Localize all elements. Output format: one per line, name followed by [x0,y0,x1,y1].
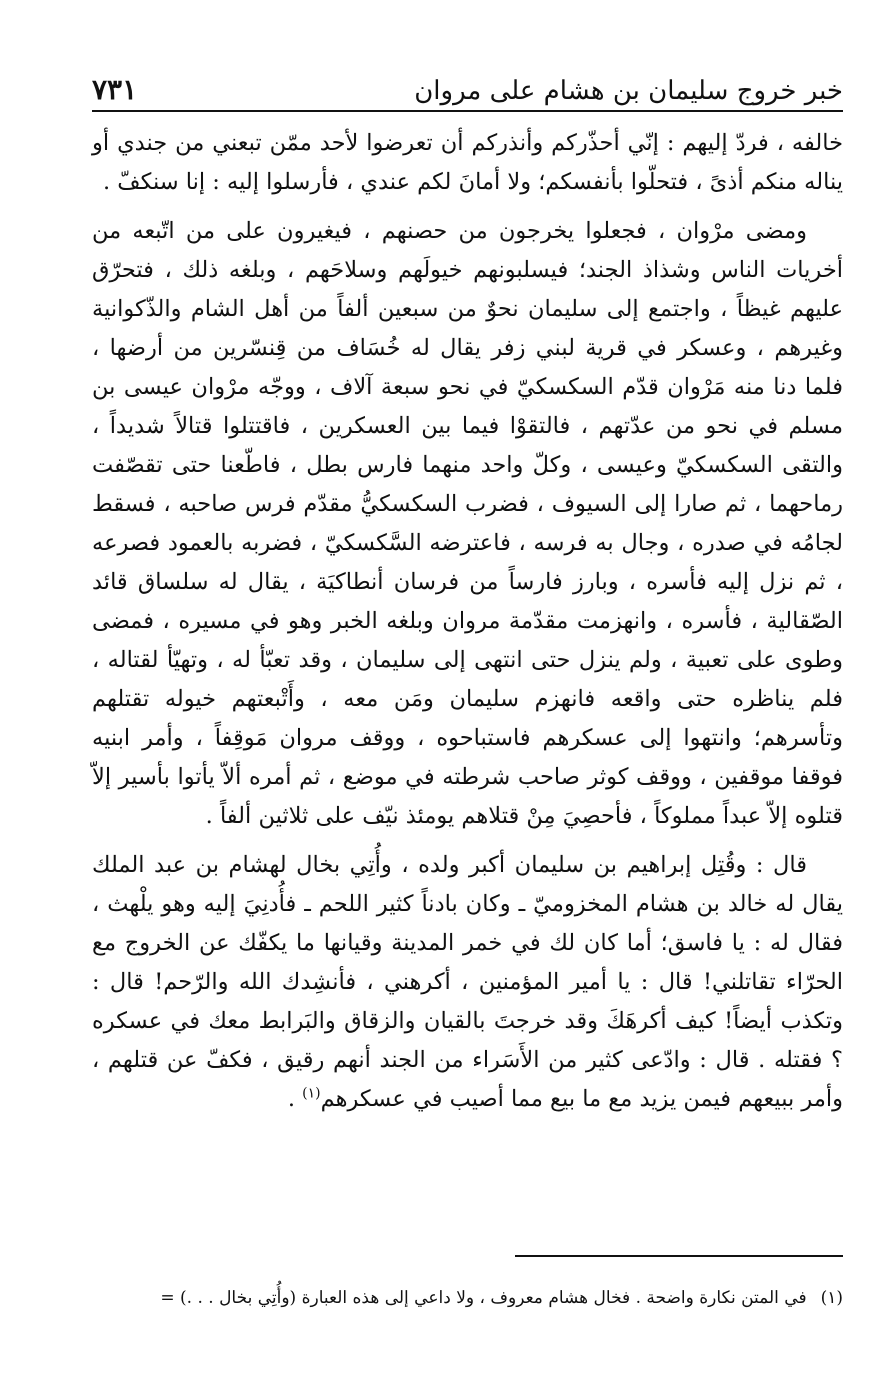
footnote-reference: (١) [302,1085,321,1102]
page-header [92,60,843,112]
footnote [80,1284,843,1312]
main-text [92,124,843,1119]
page-number: ٧٣١ [92,73,138,107]
paragraph-3-end: . [287,1086,303,1112]
paragraph-1: خالفه ، فردّ إليهم : إنّي أحذّركم وأنذركم أن تعرضوا لأحد ممّن تبعني من جندي أو يناله منكم أذىً ، فتحلّوا بأنفسكم؛ ولا أمانَ لكم عندي ، فأرسلوا إليه : إنا سنكفّ . [92,130,843,195]
paragraph-3-text: قال : وقُتِل إبراهيم بن سليمان أكبر ولده ، وأُتِي بخال لهشام بن عبد الملك يقال له خالد بن هشام المخزوميّ ـ وكان بادناً كثير اللحم ـ فأُدنِيَ إليه وهو يلْهث ، فقال له : يا فاسق؛ أما كان لك في خمر المدينة وقيانها ما يكفّك عن الخروج مع الحرّاء تقاتلني! قال : يا أمير المؤمنين ، أكرهني ، فأنشِدك الله والرّحم! قال : وتكذب أيضاً! كيف أكرهَكَ وقد خرجتَ بالقيان والزقاق والبَرابط معك في عسكره ؟ فقتله . قال : وادّعى كثير من الأَسَراء من الجند أنهم رقيق ، فكفّ عن قتلهم ، وأمر ببيعهم فيمن يزيد مع ما بيع مما أصيب في عسكرهم [92,852,843,1112]
footnote-divider [515,1255,843,1257]
paragraph-2: ومضى مرْوان ، فجعلوا يخرجون من حصنهم ، فيغيرون على من اتّبعه من أخريات الناس وشذاذ الجند؛ فيسلبونهم خيولَهم وسلاحَهم ، وبلغه ذلك ، فتحرّق عليهم غيظاً ، واجتمع إلى سليمان نحوٌ من سبعين ألفاً من أهل الشام والذّكوانية وغيرهم ، وعسكر في قرية لبني زفر يقال له خُسَاف من قِنسّرين من أرضها ، فلما دنا منه مَرْوان قدّم السكسكيّ في نحو سبعة آلاف ، ووجّه مرْوان عيسى بن مسلم في نحو من عدّتهم ، فالتقوْا فيما بين العسكرين ، فاقتتلوا قتالاً شديداً ، والتقى السكسكيّ وعيسى ، وكلّ واحد منهما فارس بطل ، فاطّعنا حتى تقصّفت رماحهما ، ثم صارا إلى السيوف ، فضرب السكسكيُّ مقدّم فرس صاحبه ، فسقط لجامُه في صدره ، وجال به فرسه ، فاعترضه السَّكسكيّ ، فضربه بالعمود فصرعه ، ثم نزل إليه فأسره ، وبارز فارساً من فرسان أنطاكيَة ، يقال له سلساق قائد الصّقالية ، فأسره ، وانهزمت مقدّمة مروان وبلغه الخبر وهو في مسيره ، فمضى وطوى على تعبية ، ولم ينزل حتى انتهى إلى سليمان ، وقد تعبّأ له ، وتهيّأ لقتاله ، فلم يناظره حتى واقعه فانهزم سليمان ومَن معه ، وأَتْبعتهم خيوله تقتلهم وتأسرهم؛ وانتهوا إلى عسكرهم فاستباحوه ، ووقف مروان مَوقِفاً ، وأمر ابنيه فوقفا موقفين ، ووقف كوثر صاحب شرطته في موضع ، ثم أمره ألاّ يأتوا بأسير إلاّ قتلوه إلاّ عبداً مملوكاً ، فأحصِيَ مِنْ قتلاهم يومئذ نيّف على ثلاثين ألفاً . [92,218,843,829]
footnote-text: في المتن نكارة واضحة . فخال هشام معروف ، ولا داعي إلى هذه العبارة (وأُتِي بخال . . .) = [160,1288,807,1308]
running-title: خبر خروج سليمان بن هشام على مروان [414,76,843,107]
footnote-number: (١) [820,1288,843,1308]
paragraph-3 [92,846,843,1119]
